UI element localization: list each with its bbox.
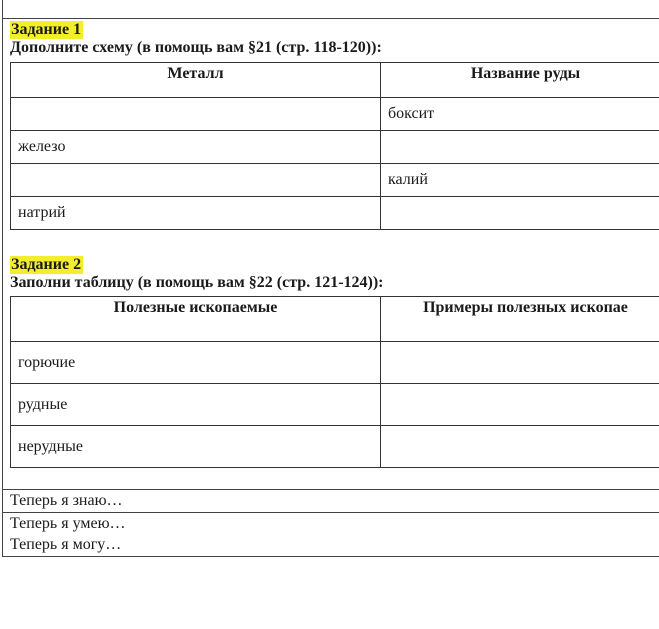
bottom-rule — [2, 556, 659, 557]
table-row — [11, 131, 659, 164]
table-row — [11, 98, 659, 131]
table-cell[interactable]: нерудные — [11, 426, 381, 468]
table-cell[interactable] — [381, 342, 659, 384]
table-row — [11, 197, 659, 230]
task2-title: Задание 2 — [11, 256, 82, 273]
table-cell[interactable] — [11, 164, 381, 197]
task1-subtitle: Дополните схему (в помощь вам §21 (стр. 118-120)): — [10, 39, 382, 56]
header-minerals: Полезные ископаемые — [11, 297, 381, 342]
page-left-border — [2, 0, 3, 556]
task2-heading — [10, 256, 384, 292]
table-cell[interactable] — [381, 426, 659, 468]
header-mineral-examples: Примеры полезных ископае — [381, 297, 659, 342]
reflection-can: Теперь я умею… — [10, 515, 126, 532]
table-header-row — [11, 63, 659, 98]
reflection-divider — [2, 512, 659, 513]
table-cell[interactable]: рудные — [11, 384, 381, 426]
reflection-able: Теперь я могу… — [10, 536, 122, 553]
table-header-row — [11, 297, 659, 342]
table-cell[interactable]: калий — [381, 164, 659, 197]
table-cell[interactable]: натрий — [11, 197, 381, 230]
table-cell[interactable]: боксит — [381, 98, 659, 131]
table-row — [11, 342, 659, 384]
task2-subtitle: Заполни таблицу (в помощь вам §22 (стр. 121-124)): — [10, 274, 384, 291]
task1-heading — [10, 21, 382, 57]
task1-table — [10, 62, 659, 230]
header-metal: Металл — [11, 63, 381, 98]
table-cell[interactable] — [11, 98, 381, 131]
table-cell[interactable] — [381, 131, 659, 164]
table-cell[interactable] — [381, 384, 659, 426]
header-ore-name: Название руды — [381, 63, 659, 98]
table-cell[interactable]: горючие — [11, 342, 381, 384]
table-row — [11, 164, 659, 197]
reflection-top-rule — [2, 489, 659, 490]
top-rule — [2, 18, 659, 19]
task2-table — [10, 296, 659, 468]
task1-title: Задание 1 — [11, 21, 82, 38]
table-row — [11, 384, 659, 426]
table-cell[interactable] — [381, 197, 659, 230]
table-row — [11, 426, 659, 468]
reflection-know: Теперь я знаю… — [10, 492, 123, 509]
table-cell[interactable]: железо — [11, 131, 381, 164]
